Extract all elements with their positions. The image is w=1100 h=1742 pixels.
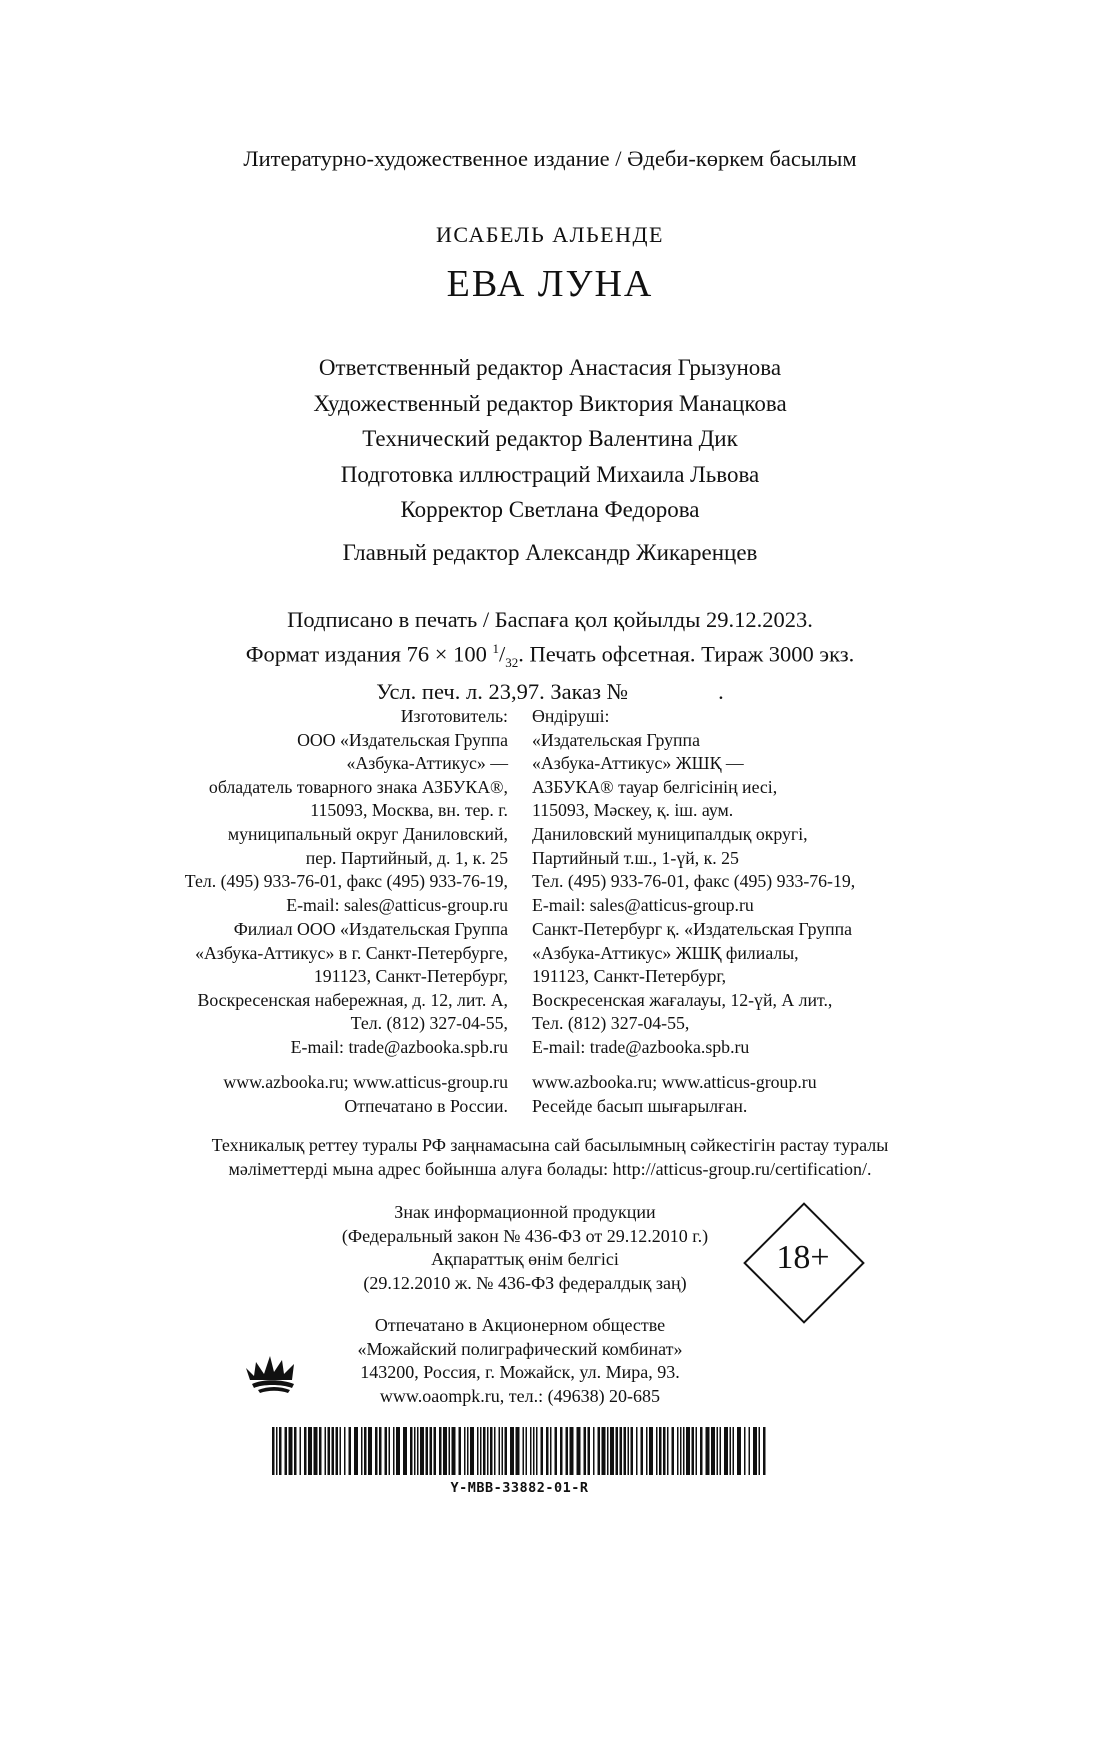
barcode-bar bbox=[607, 1427, 609, 1475]
barcode-bar bbox=[720, 1427, 722, 1475]
credit-line: Ответственный редактор Анастасия Грызунова bbox=[318, 355, 782, 380]
barcode-bar bbox=[483, 1427, 486, 1475]
barcode-bar bbox=[700, 1427, 703, 1475]
credit-line: Художественный редактор Виктория Манацкова bbox=[313, 390, 787, 416]
barcode-bar bbox=[494, 1427, 496, 1475]
barcode-bar bbox=[505, 1427, 508, 1475]
barcode-bar bbox=[403, 1427, 407, 1475]
manufacturer-kz-line: 115093, Мәскеу, қ. іш. аум. bbox=[532, 800, 734, 821]
barcode-bar bbox=[336, 1427, 339, 1475]
barcode-bar bbox=[396, 1427, 400, 1475]
barcode-bar bbox=[566, 1427, 569, 1475]
barcode-bar bbox=[555, 1427, 558, 1475]
barcode-bar bbox=[680, 1427, 682, 1475]
barcode-bar bbox=[516, 1427, 520, 1475]
sites-ru bbox=[88, 1071, 508, 1118]
sites-ru-line: Отпечатано в России. bbox=[344, 1095, 508, 1116]
barcode-bar bbox=[763, 1427, 766, 1475]
barcode-bar bbox=[631, 1427, 634, 1475]
barcode-bar bbox=[546, 1427, 549, 1475]
barcode-bar bbox=[272, 1427, 275, 1475]
credit-line: Корректор Светлана Федорова bbox=[400, 497, 700, 522]
manufacturer-kz-line: E-mail: sales@atticus-group.ru bbox=[532, 894, 754, 915]
manufacturer-kz-line: Тел. (495) 933-76-01, факс (495) 933-76-19, bbox=[532, 871, 856, 892]
barcode-bar bbox=[686, 1427, 690, 1475]
barcode-bar bbox=[526, 1427, 528, 1475]
barcode-bar bbox=[289, 1427, 293, 1475]
barcode-bar bbox=[379, 1427, 382, 1475]
age-rating-text: 18+ bbox=[776, 1239, 830, 1276]
barcode-bar bbox=[354, 1427, 358, 1475]
barcode-bar bbox=[624, 1427, 627, 1475]
barcode-bar bbox=[332, 1427, 335, 1475]
barcode-bar bbox=[340, 1427, 342, 1475]
printer-info bbox=[300, 1314, 740, 1408]
barcode-bar bbox=[314, 1427, 318, 1475]
barcode-bar bbox=[533, 1427, 535, 1475]
barcode-bar bbox=[393, 1427, 395, 1475]
barcode-bar bbox=[443, 1427, 447, 1475]
barcode-bar bbox=[285, 1427, 288, 1475]
barcode-bar bbox=[541, 1427, 544, 1475]
info-sign-line: (29.12.2010 ж. № 436-ФЗ федералдық заң) bbox=[363, 1272, 687, 1293]
manufacturer-kz-line: Өндіруші: bbox=[532, 706, 610, 726]
barcode-bar bbox=[368, 1427, 372, 1475]
barcode-bar bbox=[276, 1427, 278, 1475]
barcode-bar bbox=[672, 1427, 675, 1475]
branch-ru-line: Тел. (812) 327-04-55, bbox=[350, 1013, 508, 1034]
age-rating-badge bbox=[744, 1203, 862, 1321]
barcode-bar bbox=[744, 1427, 746, 1475]
manufacturer-ru-line: пер. Партийный, д. 1, к. 25 bbox=[305, 847, 508, 868]
format-numerator: 1 bbox=[492, 641, 499, 656]
barcode-bar bbox=[523, 1427, 525, 1475]
manufacturer-ru-line: ООО «Издательская Группа bbox=[297, 729, 508, 750]
barcode-bar bbox=[616, 1427, 619, 1475]
barcode-bar bbox=[749, 1427, 751, 1475]
format-prefix: Формат издания 76 × 100 bbox=[245, 641, 493, 667]
barcode-bar bbox=[692, 1427, 695, 1475]
barcode-bar bbox=[530, 1427, 532, 1475]
barcode-bar bbox=[598, 1427, 601, 1475]
credit-line: Подготовка иллюстраций Михаила Львова bbox=[340, 461, 760, 487]
barcode-bar bbox=[636, 1427, 638, 1475]
barcode-bar bbox=[706, 1427, 710, 1475]
barcode-bar bbox=[499, 1427, 501, 1475]
barcode-bar bbox=[724, 1427, 728, 1475]
barcode-bar bbox=[430, 1427, 433, 1475]
barcode-bar bbox=[620, 1427, 623, 1475]
barcode-bar bbox=[375, 1427, 378, 1475]
printer-line: «Можайский полиграфический комбинат» bbox=[357, 1338, 683, 1359]
barcode-bar bbox=[510, 1427, 514, 1475]
certification-note bbox=[0, 1134, 1100, 1181]
barcode-bar bbox=[361, 1427, 363, 1475]
branch-ru-line: «Азбука-Аттикус» в г. Санкт-Петербурге, bbox=[195, 942, 508, 963]
sites-ru-line: www.azbooka.ru; www.atticus-group.ru bbox=[223, 1072, 508, 1092]
barcode-bar bbox=[737, 1427, 741, 1475]
barcode-bar bbox=[417, 1427, 419, 1475]
barcode-bar bbox=[593, 1427, 595, 1475]
printer-line: www.oaompk.ru, тел.: (49638) 20-685 bbox=[379, 1385, 661, 1406]
barcode-bar bbox=[467, 1427, 469, 1475]
manufacturer-kz-line: Партийный т.ш., 1-үй, к. 25 bbox=[532, 847, 739, 868]
sites-kz-line: Ресейде басып шығарылған. bbox=[532, 1095, 748, 1116]
format-denominator: 32 bbox=[505, 655, 519, 670]
barcode-bar bbox=[550, 1427, 552, 1475]
barcode-bar bbox=[683, 1427, 685, 1475]
signed-to-print: Подписано в печать / Баспаға қол қойылды 29.12.2023. bbox=[287, 607, 813, 632]
manufacturer-kz-line: «Издательская Группа bbox=[532, 729, 700, 750]
barcode-bar bbox=[677, 1427, 679, 1475]
barcode-icon bbox=[272, 1427, 767, 1475]
credits-list bbox=[0, 350, 1100, 528]
barcode-bar bbox=[649, 1427, 653, 1475]
barcode-bar bbox=[449, 1427, 451, 1475]
barcode-bar bbox=[410, 1427, 413, 1475]
barcode-bar bbox=[487, 1427, 489, 1475]
branch-kz-line: Тел. (812) 327-04-55, bbox=[532, 1013, 690, 1034]
printer-line: 143200, Россия, г. Можайск, ул. Мира, 93. bbox=[360, 1362, 680, 1382]
barcode-bar bbox=[389, 1427, 391, 1475]
barcode-bar bbox=[730, 1427, 732, 1475]
branch-ru bbox=[88, 918, 508, 1060]
barcode-bar bbox=[414, 1427, 416, 1475]
branch-ru-line: E-mail: trade@azbooka.spb.ru bbox=[290, 1036, 508, 1057]
barcode-bar bbox=[584, 1427, 587, 1475]
barcode-bar bbox=[610, 1427, 614, 1475]
sites-kz bbox=[532, 1071, 952, 1118]
manufacturer-ru-line: обладатель товарного знака АЗБУКА®, bbox=[208, 776, 508, 797]
manufacturer-ru-line: Тел. (495) 933-76-01, факс (495) 933-76-19, bbox=[184, 871, 508, 892]
barcode-bar bbox=[470, 1427, 474, 1475]
barcode-bar bbox=[426, 1427, 429, 1475]
barcode-bar bbox=[464, 1427, 466, 1475]
certification-line: мәліметтерді мына адрес бойынша алуға болады: http://atticus-group.ru/certification/. bbox=[228, 1158, 872, 1179]
manufacturer-kz-line: Даниловский муниципалдық округі, bbox=[532, 823, 808, 844]
branch-ru-line: Филиал ООО «Издательская Группа bbox=[233, 919, 508, 939]
barcode-bar bbox=[646, 1427, 648, 1475]
barcode-bar bbox=[434, 1427, 437, 1475]
format-slash: / bbox=[498, 641, 506, 667]
barcode-bar bbox=[536, 1427, 538, 1475]
barcode-bar bbox=[753, 1427, 757, 1475]
barcode-bar bbox=[477, 1427, 479, 1475]
barcode-bar bbox=[439, 1427, 442, 1475]
barcode-bar bbox=[663, 1427, 666, 1475]
manufacturer-ru-line: Изготовитель: bbox=[400, 706, 508, 726]
barcode-bar bbox=[319, 1427, 322, 1475]
barcode-bar bbox=[294, 1427, 297, 1475]
barcode-bar bbox=[659, 1427, 662, 1475]
branch-kz-line: Воскресенская жағалауы, 12-үй, А лит., bbox=[532, 989, 833, 1010]
barcode-bar bbox=[560, 1427, 563, 1475]
barcode-bar bbox=[308, 1427, 312, 1475]
barcode-bar bbox=[364, 1427, 367, 1475]
branch-ru-line: 191123, Санкт-Петербург, bbox=[313, 966, 508, 987]
print-info bbox=[0, 605, 1100, 706]
branch-kz bbox=[532, 918, 952, 1060]
branch-kz-line: E-mail: trade@azbooka.spb.ru bbox=[532, 1036, 750, 1057]
barcode-bar bbox=[385, 1427, 388, 1475]
barcode-bar bbox=[325, 1427, 327, 1475]
barcode-bar bbox=[602, 1427, 606, 1475]
branch-kz-line: «Азбука-Аттикус» ЖШҚ филиалы, bbox=[532, 942, 799, 963]
info-sign-line: (Федеральный закон № 436-ФЗ от 29.12.2010 г.) bbox=[341, 1225, 709, 1246]
barcode-bar bbox=[480, 1427, 482, 1475]
barcode-bar bbox=[452, 1427, 456, 1475]
branch-kz-line: Санкт-Петербург қ. «Издательская Группа bbox=[532, 919, 853, 939]
barcode-bar bbox=[279, 1427, 282, 1475]
manufacturer-kz-line: АЗБУКА® тауар белгісінің иесі, bbox=[532, 776, 778, 797]
chief-editor: Главный редактор Александр Жикаренцев bbox=[342, 540, 758, 565]
info-sign-line: Знак информационной продукции bbox=[394, 1202, 656, 1222]
manufacturer-ru-line: E-mail: sales@atticus-group.ru bbox=[286, 894, 508, 915]
credit-line: Технический редактор Валентина Дик bbox=[362, 426, 738, 451]
manufacturer-ru-line: «Азбука-Аттикус» — bbox=[346, 753, 508, 774]
barcode-bar bbox=[349, 1427, 352, 1475]
book-title: ЕВА ЛУНА bbox=[446, 263, 654, 305]
manufacturer-kz bbox=[532, 705, 952, 917]
barcode-bar bbox=[711, 1427, 715, 1475]
barcode-bar bbox=[570, 1427, 574, 1475]
barcode-bar bbox=[577, 1427, 581, 1475]
info-sign-line: Ақпараттық өнім белгісі bbox=[431, 1249, 619, 1269]
barcode-code: Y-MBB-33882-01-R bbox=[450, 1480, 589, 1496]
manufacturer-ru-line: муниципальный округ Даниловский, bbox=[227, 823, 508, 844]
branch-kz-line: 191123, Санкт-Петербург, bbox=[532, 966, 727, 987]
barcode-bar bbox=[733, 1427, 735, 1475]
barcode-bar bbox=[502, 1427, 504, 1475]
branch-ru-line: Воскресенская набережная, д. 12, лит. А, bbox=[197, 989, 508, 1010]
certification-line: Техникалық реттеу туралы РФ заңнамасына сай басылымның сәйкестігін растау туралы bbox=[211, 1135, 889, 1155]
barcode-bar bbox=[344, 1427, 346, 1475]
author-name: ИСАБЕЛЬ АЛЬЕНДЕ bbox=[436, 222, 664, 247]
barcode-bar bbox=[459, 1427, 462, 1475]
printer-line: Отпечатано в Акционерном обществе bbox=[374, 1315, 666, 1335]
manufacturer-kz-line: «Азбука-Аттикус» ЖШҚ — bbox=[532, 753, 744, 774]
barcode-bar bbox=[696, 1427, 698, 1475]
barcode-bar bbox=[420, 1427, 424, 1475]
barcode-bar bbox=[759, 1427, 761, 1475]
manufacturer-ru bbox=[88, 705, 508, 917]
barcode-bar bbox=[588, 1427, 591, 1475]
format-line bbox=[0, 634, 1100, 677]
barcode-bar bbox=[667, 1427, 669, 1475]
barcode-bar bbox=[328, 1427, 331, 1475]
barcode-bar bbox=[490, 1427, 493, 1475]
barcode-bar bbox=[656, 1427, 658, 1475]
format-suffix: . Печать офсетная. Тираж 3000 экз. bbox=[518, 641, 855, 667]
order-line: Усл. печ. л. 23,97. Заказ № . bbox=[376, 679, 724, 704]
info-product-sign bbox=[290, 1201, 760, 1295]
barcode-bar bbox=[628, 1427, 630, 1475]
series-line: Литературно-художественное издание / Әдеби-көркем басылым bbox=[243, 146, 857, 171]
barcode-bar bbox=[717, 1427, 719, 1475]
barcode-bar bbox=[300, 1427, 302, 1475]
manufacturer-ru-line: 115093, Москва, вн. тер. г. bbox=[310, 800, 508, 821]
barcode-bar bbox=[641, 1427, 644, 1475]
crown-logo-icon bbox=[242, 1346, 302, 1396]
barcode-bar bbox=[304, 1427, 307, 1475]
sites-kz-line: www.azbooka.ru; www.atticus-group.ru bbox=[532, 1072, 817, 1092]
